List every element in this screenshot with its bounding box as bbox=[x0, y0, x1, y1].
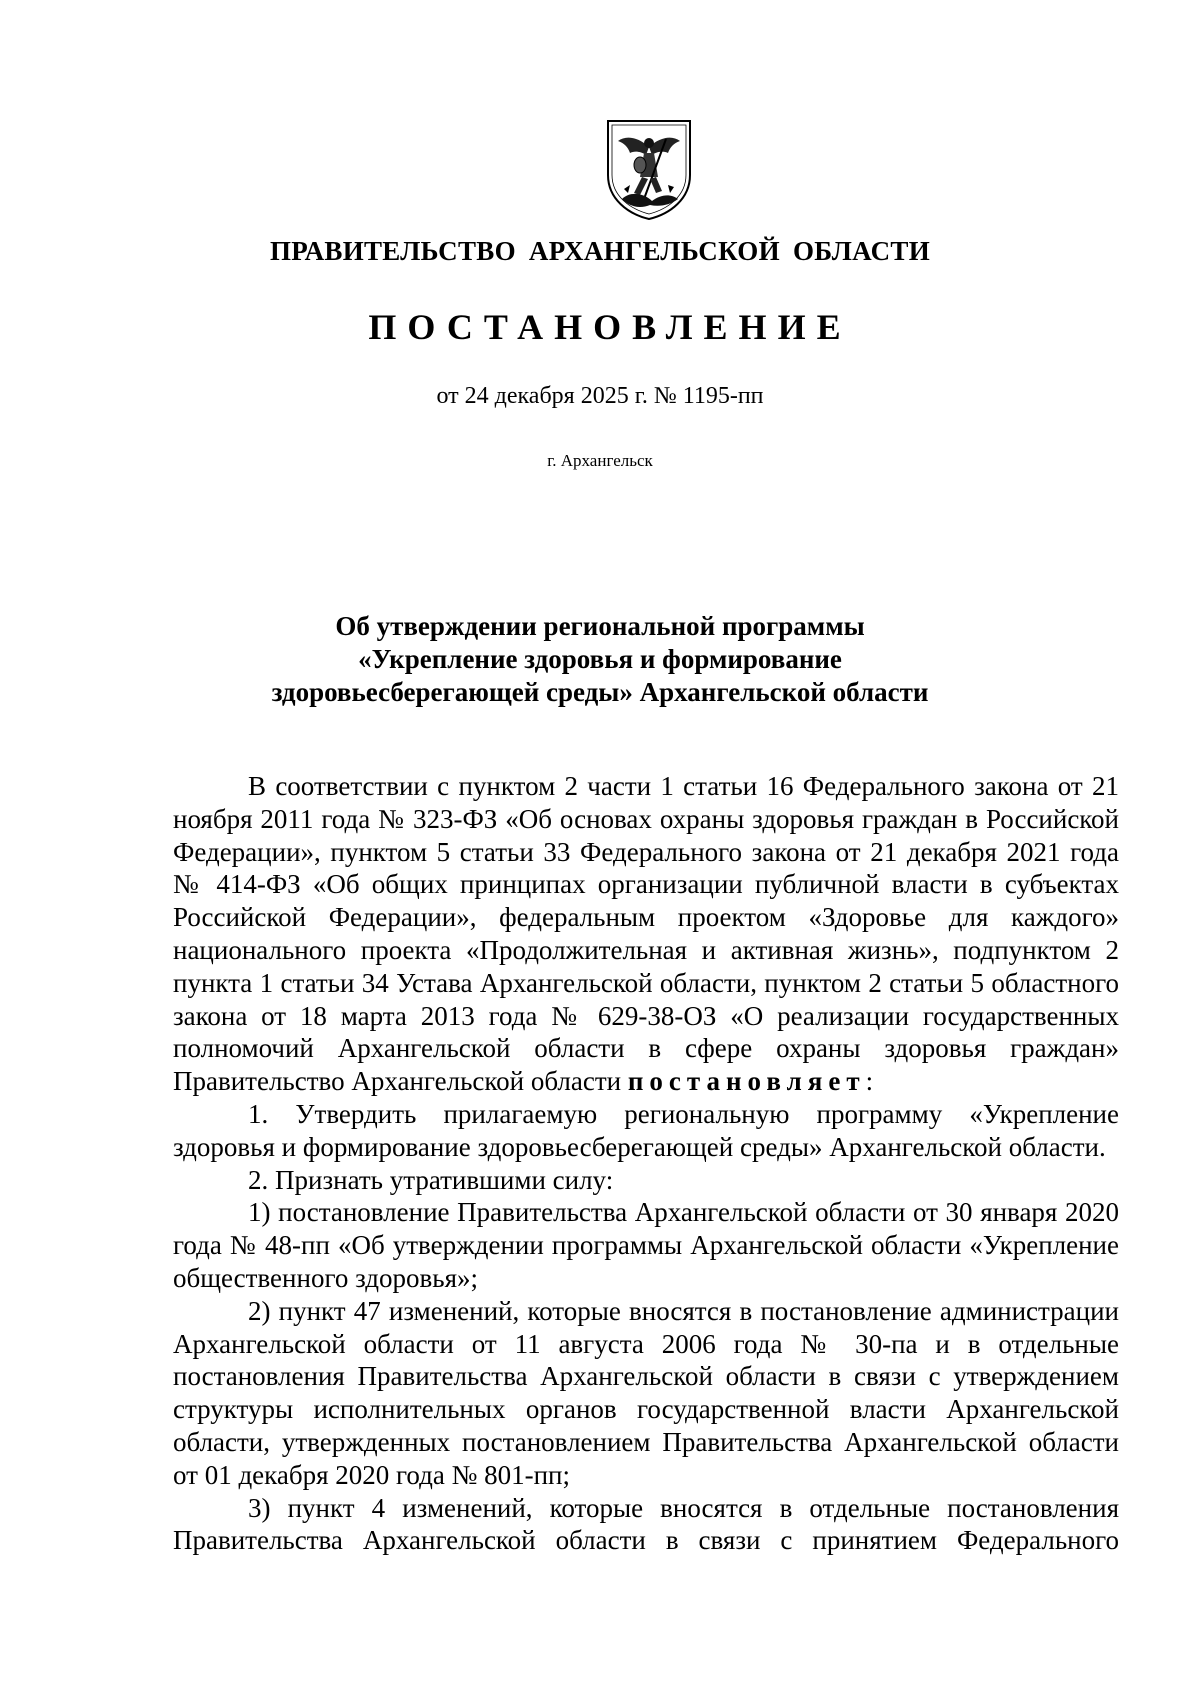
arkhangelsk-coat-of-arms-icon bbox=[604, 117, 694, 222]
item-2-3: 3) пункт 4 изменений, которые вносятся в отдельные постановления Правительства Архангельской области в связи с принятием Федерального bbox=[173, 1492, 1119, 1556]
document-title bbox=[0, 610, 1200, 709]
preamble-text: В соответствии с пунктом 2 части 1 статьи 16 Федерального закона от 21 ноября 2011 года № 323-ФЗ «Об основах охраны здоровья граждан в Российской Федерации», пунктом 5 статьи 33 Федерального закона от 21 декабря 2021 года № 414-ФЗ «Об общих принципах организации публичной власти в субъектах Российской Федерации», федеральным проектом «Здоровье для каждого» национального проекта «Продолжительная и активная жизнь», подпунктом 2 пункта 1 статьи 34 Устава Архангельской области, пунктом 2 статьи 5 областного закона от 18 марта 2013 года № 629-38-ОЗ «О реализации государственных полномочий Архангельской области в сфере охраны здоровья граждан» Правительство Архангельской области bbox=[173, 771, 1119, 1097]
government-name: ПРАВИТЕЛЬСТВО АРХАНГЕЛЬСКОЙ ОБЛАСТИ bbox=[269, 236, 931, 266]
item-1: 1. Утвердить прилагаемую региональную программу «Укрепление здоровья и формирование здоровьесберегающей среды» Архангельской области. bbox=[173, 1098, 1119, 1162]
preamble-verb: постановляет bbox=[627, 1066, 866, 1097]
title-line-2: «Укрепление здоровья и формирование bbox=[358, 644, 842, 674]
document-type: ПОСТАНОВЛЕНИЕ bbox=[368, 307, 852, 347]
document-body bbox=[173, 770, 1119, 1557]
title-line-3: здоровьесберегающей среды» Архангельской области bbox=[271, 677, 929, 707]
item-2: 2. Признать утратившими силу: bbox=[248, 1164, 614, 1195]
document-place: г. Архангельск bbox=[547, 451, 653, 470]
preamble-paragraph bbox=[173, 770, 1119, 1098]
document-date-number: от 24 декабря 2025 г. № 1195-пп bbox=[436, 383, 764, 409]
item-2-2: 2) пункт 47 изменений, которые вносятся в постановление администрации Архангельской области от 11 августа 2006 года № 30-па и в отдельные постановления Правительства Архангельской области в связи с утверждением структуры исполнительных органов государственной власти Архангельской области, утвержденных постановлением Правительства Архангельской области от 01 декабря 2020 года № 801-пп; bbox=[173, 1295, 1119, 1490]
item-2-1: 1) постановление Правительства Архангельской области от 30 января 2020 года № 48-пп «Об утверждении программы Архангельской области «Укрепление общественного здоровья»; bbox=[173, 1197, 1119, 1293]
title-line-1: Об утверждении региональной программы bbox=[335, 611, 865, 641]
preamble-colon: : bbox=[865, 1066, 874, 1097]
